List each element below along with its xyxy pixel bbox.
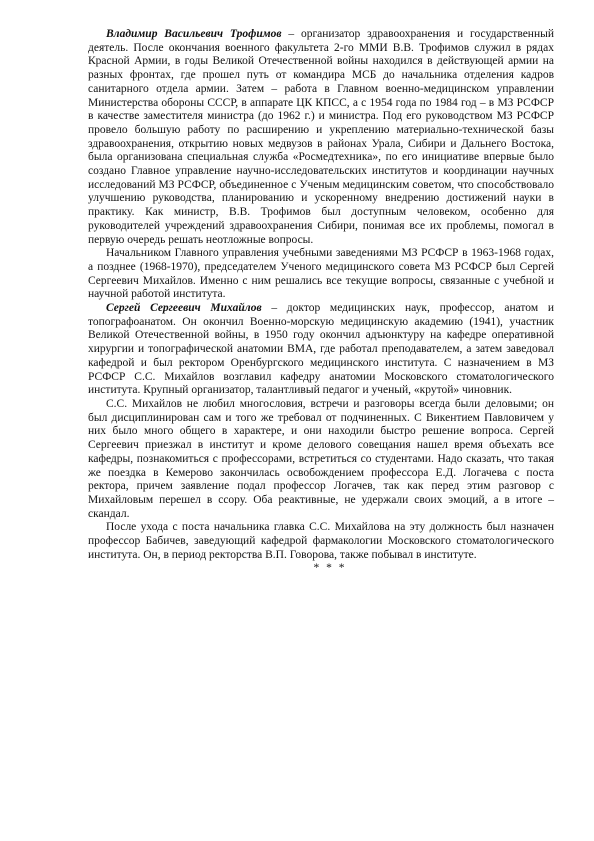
paragraph-text: – доктор медицинских наук, профессор, анатом и топографоанатом. Он окончил Военно-морскую медицинскую академию (1941), участник Великой Отечественной войны, в 1950 году окончил адъюнктуру на кафедре оперативной хирургии и топографической анатомии ВМА, где работал преподавателем, а затем заведовал кафедрой и был ректором Оренбургского медицинского института. С назначением в МЗ РСФСР С.С. Михайлов возглавил кафедру анатомии Московского стоматологического института. Крупный организатор, талантливый педагог и ученый, «крутой» чиновник. [88,302,554,397]
section-separator: * * * [313,562,347,575]
paragraph-text: С.С. Михайлов не любил многословия, встречи и разговоры всегда были деловыми; он был дисциплинирован сам и того же требовал от подчиненных. С Викентием Павловичем у них было много общего в характере, и они находили быстро решение вопроса. Сергей Сергеевич приезжал в институт и кроме делового совещания нашел время объехать все кафедры, познакомиться с профессорами, встретиться со студентами. Надо сказать, что такая же поездка в Кемерово закончилась освобождением профессора Е.Д. Логачева с поста ректора, причем заявление подал профессор Логачев, так как перед этим разговор с Михайловым перешел в ссору. Оба реактивные, не удержали своих эмоций, а в итоге – скандал. [88,397,554,520]
paragraph-text: – организатор здравоохранения и государственный деятель. После окончания военного факультета 2-го ММИ В.В. Трофимов служил в рядах Красной Армии, в годы Великой Отечественной войны находился в действующей армии на разных фронтах, где прошел путь от командира МСБ до начальника отделения кадров санитарного отдела армии. Затем – работа в Главном военно-медицинском управлении Министерства обороны СССР, в аппарате ЦК КПСС, а с 1954 года по 1984 год – в МЗ РСФСР в качестве заместителя министра (до 1962 г.) и министра. Под его руководством МЗ РСФСР провело большую работу по расширению и укреплению материально-технической базы здравоохранения, открытию новых медвузов в районах Урала, Сибири и Дальнего Востока, была организована специальная служба «Росмедтехника», по его инициативе впервые было создано Главное управление научно-исследовательских институтов и координации научных исследований МЗ РСФСР, объединенное с Ученым медицинским советом, что способствовало улучшению руководства, планированию и ускоренному внедрению достижений науки в практику. Как министр, В.В. Трофимов был доступным человеком, особенно для руководителей учреждений здравоохранения Сибири, понимая все их проблемы, помогал в первую очередь решать неотложные вопросы. [88,28,554,246]
paragraph-glavk-head [88,247,554,302]
paragraph-text: Начальником Главного управления учебными заведениями МЗ РСФСР в 1963-1968 годах, а позднее (1968-1970), председателем Ученого медицинского совета МЗ РСФСР был Сергей Сергеевич Михайлов. Именно с ним решались все текущие вопросы, связанные с учебной и научной работой института. [88,247,554,301]
paragraph-mikhailov-character [88,398,554,521]
paragraph-text: После ухода с поста начальника главка С.С. Михайлова на эту должность был назначен профессор Бабичев, заведующий кафедрой фармакологии Московского стоматологического института. Он, в период ректорства В.П. Говорова, также побывал в институте. [88,521,554,561]
person-name-trofimov: Владимир Васильевич Трофимов [106,28,282,40]
paragraph-trofimov [88,28,554,247]
paragraph-mikhailov [88,302,554,398]
person-name-mikhailov: Сергей Сергеевич Михайлов [106,302,262,315]
document-page [88,28,554,576]
paragraph-babichev [88,521,554,562]
